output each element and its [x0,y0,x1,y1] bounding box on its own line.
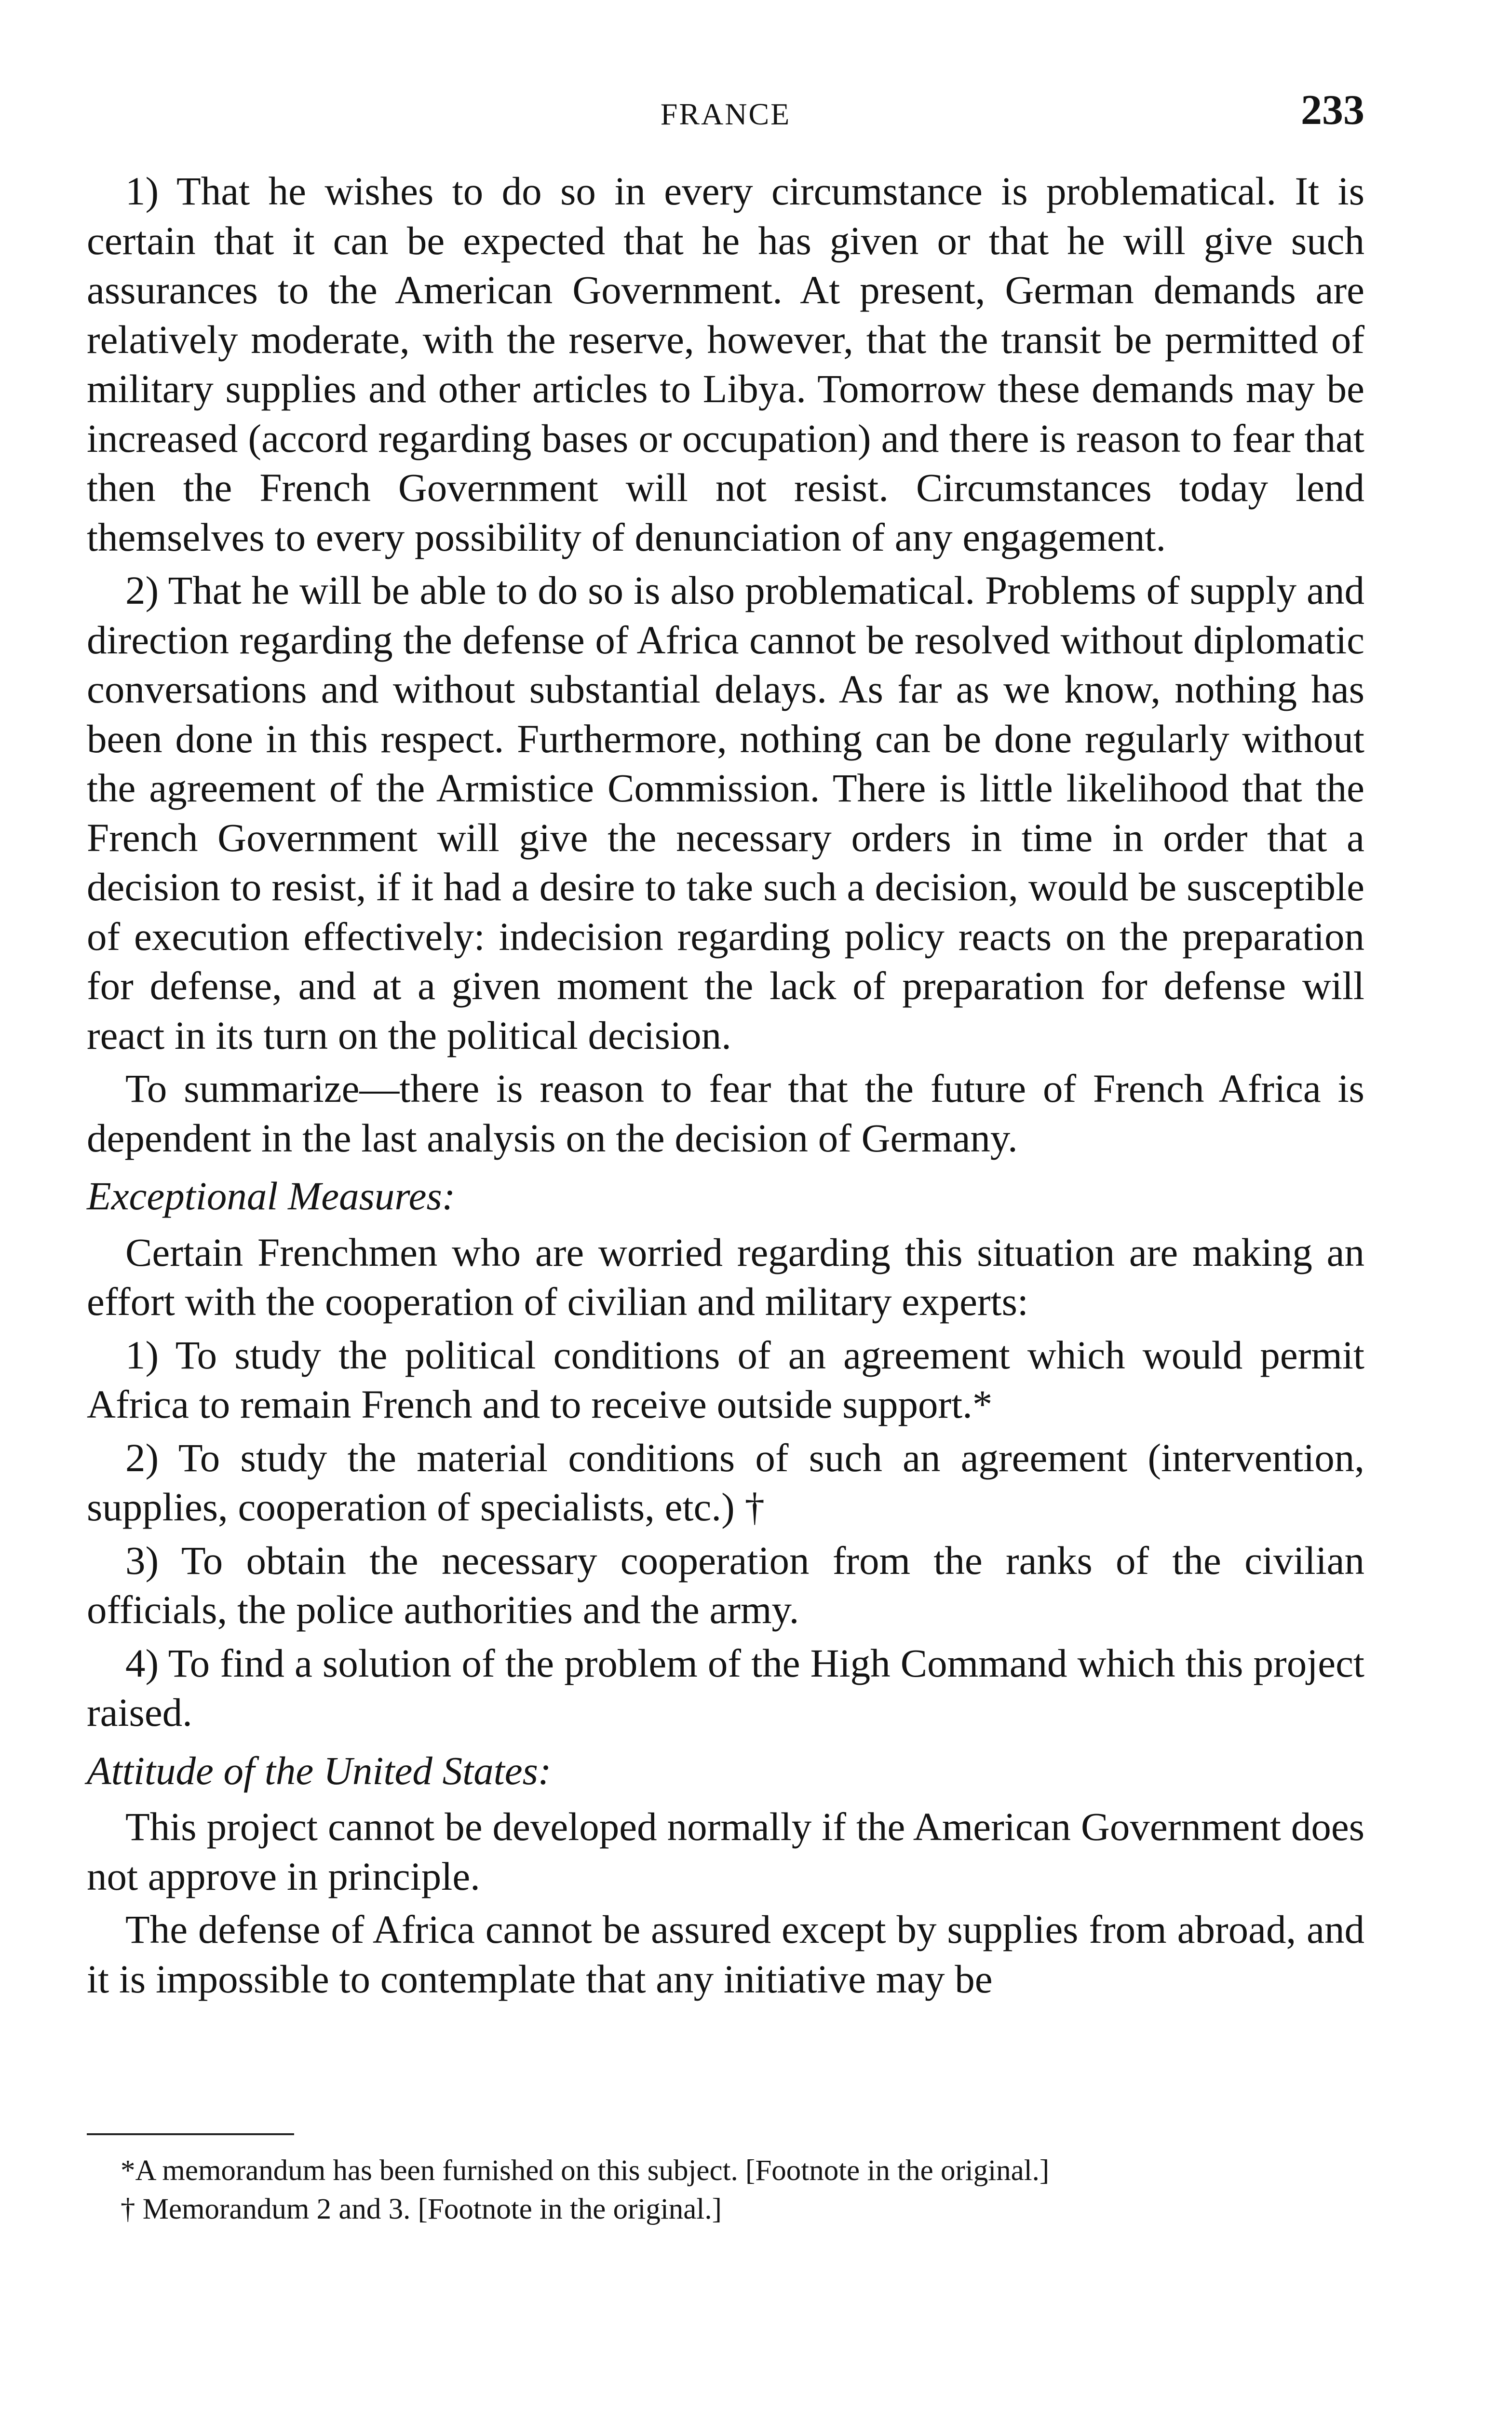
section-heading-exceptional-measures: Exceptional Measures: [87,1174,456,1218]
page-number: 233 [1301,87,1364,134]
document-page [87,0,1364,2411]
footnote-dagger: † Memorandum 2 and 3. [Footnote in the original.] [121,2193,722,2225]
paragraph-defense-supplies: The defense of Africa cannot be assured except by supplies from abroad, and it is impossible to contemplate that any initiative may be [87,1907,1364,2001]
footnote-divider [87,2133,294,2135]
paragraph-frenchmen-effort: Certain Frenchmen who are worried regarding this situation are making an effort with the cooperation of civilian and military experts: [87,1230,1364,1324]
body-text [87,166,1364,2007]
paragraph-measure-1: 1) To study the political conditions of an agreement which would permit Africa to remain French and to receive outside support.* [87,1332,1364,1426]
paragraph-summary: To summarize—there is reason to fear that the future of French Africa is dependent in the last analysis on the decision of Germany. [87,1066,1364,1160]
paragraph-project-approval: This project cannot be developed normally if the American Government does not approve in principle. [87,1804,1364,1898]
footnotes [87,2152,1364,2229]
paragraph-point-1: 1) That he wishes to do so in every circumstance is problematical. It is certain that it can be expected that he has given or that he will give such assurances to the American Government. At present, German demands are relatively moderate, with the reserve, however, that the transit be permitted of military supplies and other articles to Libya. Tomorrow these demands may be increased (accord regarding bases or occupation) and there is reason to fear that then the French Government will not resist. Circumstances today lend themselves to every possibility of denunciation of any engagement. [87,169,1364,559]
running-header [87,86,1364,139]
paragraph-measure-2: 2) To study the material conditions of such an agreement (intervention, supplies, cooperation of specialists, etc.) † [87,1435,1364,1529]
paragraph-point-2: 2) That he will be able to do so is also problematical. Problems of supply and direction regarding the defense of Africa cannot be resolved without diplomatic conversations and without substantial delays. As far as we know, nothing has been done in this respect. Furthermore, nothing can be done regularly without the agreement of the Armistice Commission. There is little likelihood that the French Government will give the necessary orders in time in order that a decision to resist, if it had a desire to take such a decision, would be susceptible of execution effectively: indecision regarding policy reacts on the preparation for defense, and at a given moment the lack of preparation for defense will react in its turn on the political decision. [87,568,1364,1057]
section-title: FRANCE [660,97,791,131]
paragraph-measure-4: 4) To find a solution of the problem of the High Command which this project raised. [87,1640,1364,1734]
footnote-asterisk: *A memorandum has been furnished on this subject. [Footnote in the original.] [121,2154,1050,2187]
paragraph-measure-3: 3) To obtain the necessary cooperation from the ranks of the civilian officials, the police authorities and the army. [87,1538,1364,1632]
section-heading-attitude-us: Attitude of the United States: [87,1748,552,1793]
